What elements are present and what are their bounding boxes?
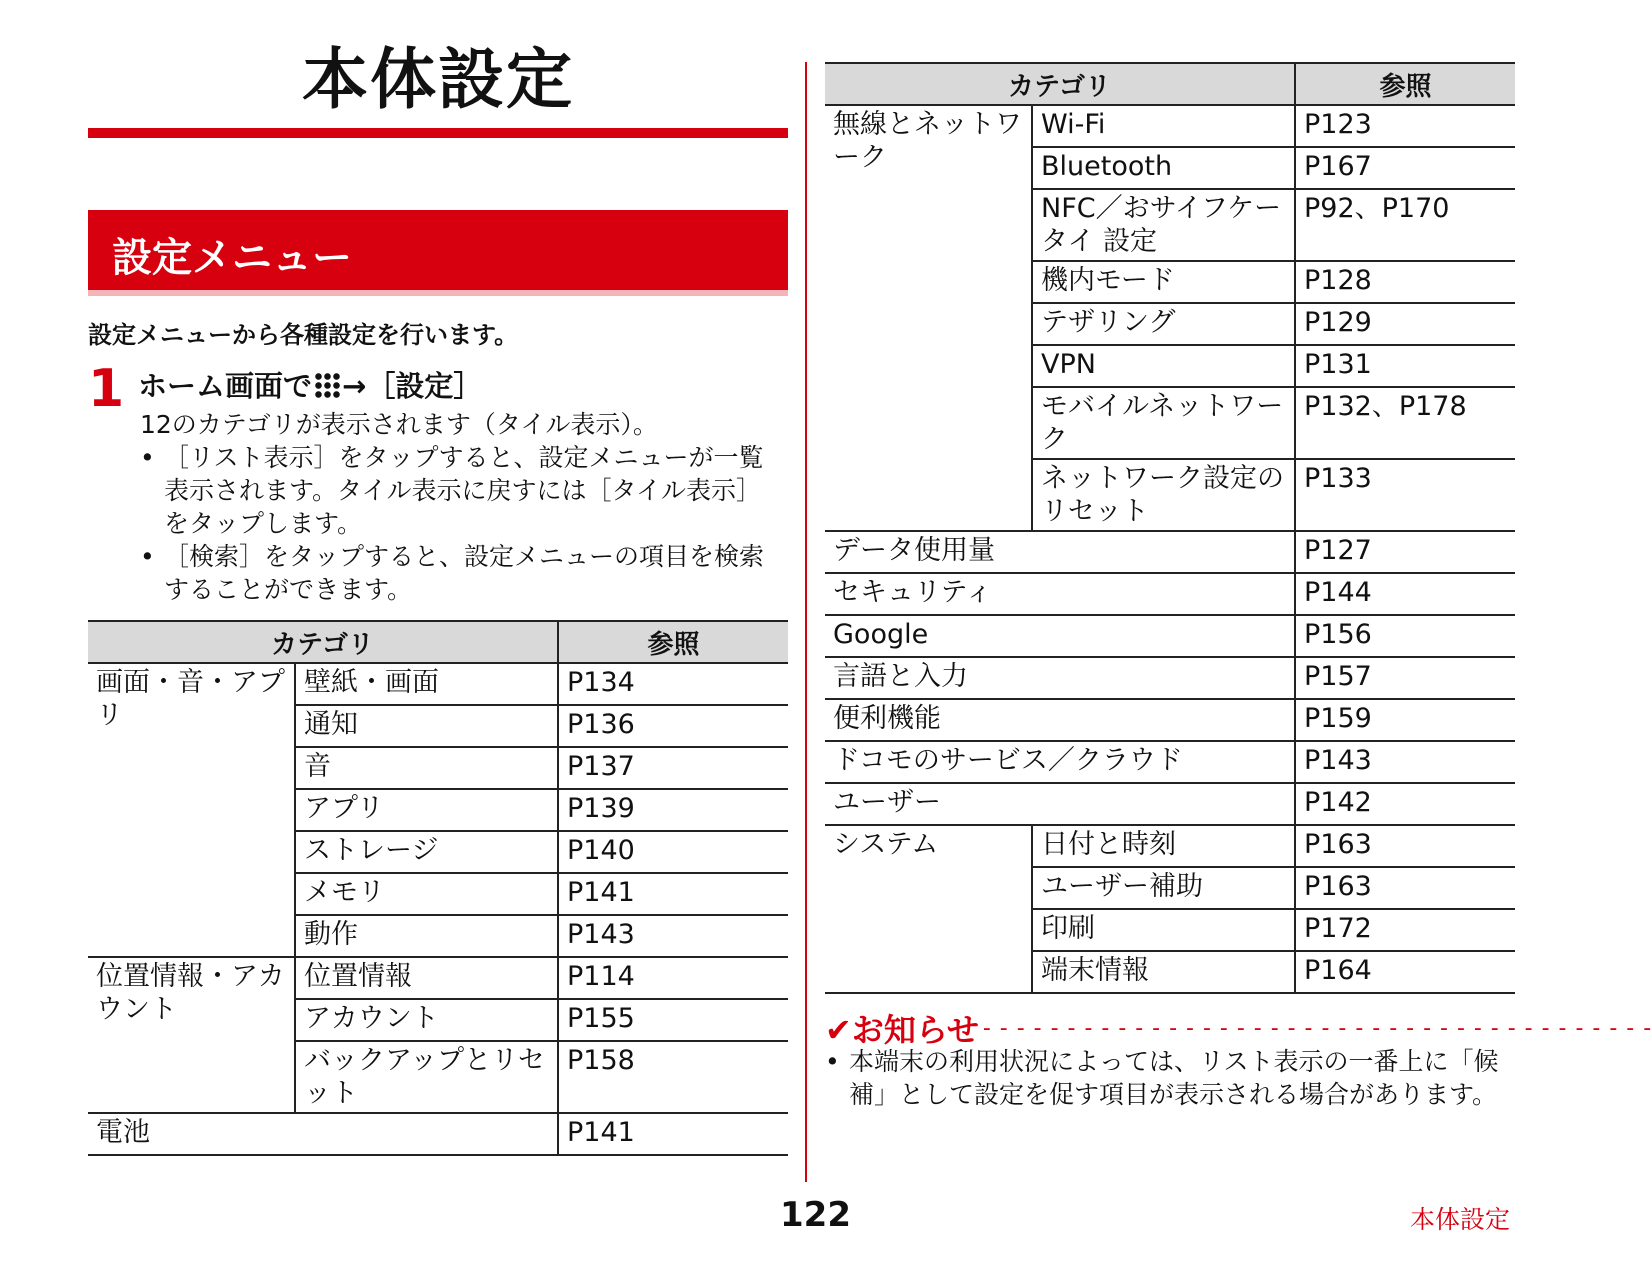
ref-cell: P172 <box>1295 909 1515 951</box>
chapter-title: 本体設定 <box>302 41 574 118</box>
notice-title: ✔お知らせ <box>825 1011 979 1049</box>
ref-cell: P159 <box>1295 699 1515 741</box>
category-cell: 画面・音・アプリ <box>88 663 295 957</box>
category-cell: セキュリティ <box>825 573 1295 615</box>
ref-cell: P132、P178 <box>1295 387 1515 459</box>
ref-cell: P129 <box>1295 303 1515 345</box>
item-cell: ネットワーク設定のリセット <box>1032 459 1295 531</box>
ref-cell: P144 <box>1295 573 1515 615</box>
ref-cell: P140 <box>558 831 788 873</box>
header-reference: 参照 <box>1295 63 1515 105</box>
ref-cell: P92、P170 <box>1295 189 1515 261</box>
item-cell: 壁紙・画面 <box>295 663 558 705</box>
intro-text: 設定メニューから各種設定を行います。 <box>88 321 519 349</box>
ref-cell: P163 <box>1295 867 1515 909</box>
category-cell: 言語と入力 <box>825 657 1295 699</box>
header-category: カテゴリ <box>88 621 558 663</box>
item-cell: 通知 <box>295 705 558 747</box>
item-cell: NFC／おサイフケータイ 設定 <box>1032 189 1295 261</box>
ref-cell: P143 <box>1295 741 1515 783</box>
item-cell: アカウント <box>295 999 558 1041</box>
running-title: 本体設定 <box>1410 1205 1511 1234</box>
ref-cell: P158 <box>558 1041 788 1113</box>
ref-cell: P157 <box>1295 657 1515 699</box>
column-divider <box>805 62 807 1182</box>
notice-dashes: - - - - - - - - - - - - - - - - - - - - - - - - - - - - - - - - - - - - - - - - <box>982 1015 1652 1041</box>
ref-cell: P137 <box>558 747 788 789</box>
bullet-search: • ［検索］をタップすると、設定メニューの項目を検索することができます。 <box>140 540 780 606</box>
table-row <box>88 663 788 705</box>
section-header <box>88 210 788 296</box>
table-row <box>825 657 1515 699</box>
item-cell: Wi-Fi <box>1032 105 1295 147</box>
table-row <box>825 783 1515 825</box>
notice-bullet: • 本端末の利用状況によっては、リスト表示の一番上に「候補」として設定を促す項目が表示される場合があります。 <box>825 1045 1515 1111</box>
ref-cell: P123 <box>1295 105 1515 147</box>
table-row <box>88 957 788 999</box>
table-row <box>88 1113 788 1155</box>
category-cell: Google <box>825 615 1295 657</box>
ref-cell: P167 <box>1295 147 1515 189</box>
item-cell: 印刷 <box>1032 909 1295 951</box>
item-cell: 動作 <box>295 915 558 957</box>
item-cell: 端末情報 <box>1032 951 1295 993</box>
ref-cell: P134 <box>558 663 788 705</box>
table-row <box>825 825 1515 867</box>
ref-cell: P156 <box>1295 615 1515 657</box>
ref-cell: P114 <box>558 957 788 999</box>
item-cell: 音 <box>295 747 558 789</box>
ref-cell: P131 <box>1295 345 1515 387</box>
category-cell: システム <box>825 825 1032 993</box>
item-cell: モバイルネットワーク <box>1032 387 1295 459</box>
header-reference: 参照 <box>558 621 788 663</box>
item-cell: ストレージ <box>295 831 558 873</box>
table-row <box>825 105 1515 147</box>
item-cell: アプリ <box>295 789 558 831</box>
ref-cell: P139 <box>558 789 788 831</box>
category-cell: 無線とネットワーク <box>825 105 1032 531</box>
page-number: 122 <box>780 1195 851 1235</box>
item-cell: 日付と時刻 <box>1032 825 1295 867</box>
ref-cell: P141 <box>558 1113 788 1155</box>
ref-cell: P141 <box>558 873 788 915</box>
table-row <box>825 615 1515 657</box>
category-cell: 便利機能 <box>825 699 1295 741</box>
step-bullets <box>140 441 780 606</box>
bullet-list-view: • ［リスト表示］をタップすると、設定メニューが一覧表示されます。タイル表示に戻すには［タイル表示］をタップします。 <box>140 441 780 540</box>
notice-body <box>825 1045 1515 1111</box>
step-title-after: →［設定］ <box>342 369 483 403</box>
chapter-rule <box>88 128 788 138</box>
item-cell: バックアップとリセット <box>295 1041 558 1113</box>
header-category: カテゴリ <box>825 63 1295 105</box>
table-row <box>825 699 1515 741</box>
item-cell: メモリ <box>295 873 558 915</box>
category-cell: ユーザー <box>825 783 1295 825</box>
ref-cell: P164 <box>1295 951 1515 993</box>
settings-table-left <box>88 620 788 1156</box>
ref-cell: P133 <box>1295 459 1515 531</box>
item-cell: VPN <box>1032 345 1295 387</box>
step-body: 12のカテゴリが表示されます（タイル表示）。 <box>140 410 658 439</box>
item-cell: テザリング <box>1032 303 1295 345</box>
step-number: 1 <box>88 359 125 419</box>
item-cell: Bluetooth <box>1032 147 1295 189</box>
ref-cell: P163 <box>1295 825 1515 867</box>
step-title-before: ホーム画面で <box>138 369 313 403</box>
apps-icon <box>314 372 340 398</box>
category-cell: 電池 <box>88 1113 558 1155</box>
table-row <box>825 531 1515 573</box>
category-cell: データ使用量 <box>825 531 1295 573</box>
step-title <box>138 364 482 405</box>
settings-table-right <box>825 62 1515 994</box>
ref-cell: P136 <box>558 705 788 747</box>
ref-cell: P142 <box>1295 783 1515 825</box>
item-cell: 機内モード <box>1032 261 1295 303</box>
ref-cell: P128 <box>1295 261 1515 303</box>
table-row <box>825 741 1515 783</box>
ref-cell: P155 <box>558 999 788 1041</box>
category-cell: 位置情報・アカウント <box>88 957 295 1113</box>
section-title: 設定メニュー <box>112 235 352 281</box>
category-cell: ドコモのサービス／クラウド <box>825 741 1295 783</box>
ref-cell: P143 <box>558 915 788 957</box>
item-cell: ユーザー補助 <box>1032 867 1295 909</box>
item-cell: 位置情報 <box>295 957 558 999</box>
ref-cell: P127 <box>1295 531 1515 573</box>
table-row <box>825 573 1515 615</box>
